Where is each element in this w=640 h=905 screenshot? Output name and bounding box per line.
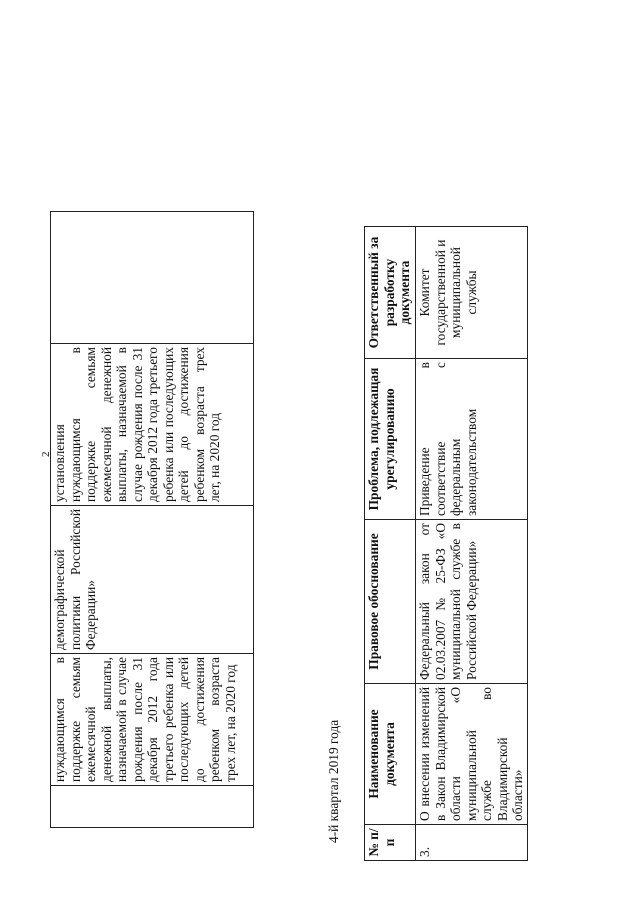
header-responsible: Ответственный за разработку документа [365,227,416,359]
quarter-heading: 4-й квартал 2019 года [326,719,341,843]
header-num: № п/п [365,825,416,861]
page-number: 2 [40,451,52,457]
cell-problem: установления нуждающимся в поддержке семьям ежемесячной денежной выплаты, назначаемой в случае рождения после 31 декабря 2012 года третьего ребенка или последующих детей до достижения ребенком возраста трех лет, на 2020 год [51,344,254,506]
cell-basis: Федеральный закон от 02.03.2007 № 25-ФЗ «О муниципальной службе в Российской Федерации» [416,520,528,684]
header-basis: Правовое обоснование [365,520,416,684]
header-problem: Проблема, подлежащая урегулированию [365,359,416,520]
cell-num [51,786,254,828]
cell-responsible [51,212,254,344]
cell-basis: демографической политики Российской Федерации» [51,506,254,654]
table-row [416,227,528,861]
cell-problem: Приведение в соответствие с федеральным законодательством [416,359,528,520]
cell-num: 3. [416,825,528,861]
table-row [51,212,254,828]
header-name: Наименование документа [365,684,416,825]
plan-table [364,226,528,861]
continued-table [50,211,254,828]
cell-responsible: Комитет государственной и муниципальной службы [416,227,528,359]
cell-name: нуждающимся в поддержке семьям ежемесячной денежной выплаты, назначаемой в случае рождения после 31 декабря 2012 года третьего ребенка или последующих детей до достижения ребенком возраста трех лет, на 2020 год [51,654,254,786]
cell-name: О внесении изменений в Закон Владимирской области «О муниципальной службе во Владимирской области» [416,684,528,825]
table-header-row [365,227,416,861]
